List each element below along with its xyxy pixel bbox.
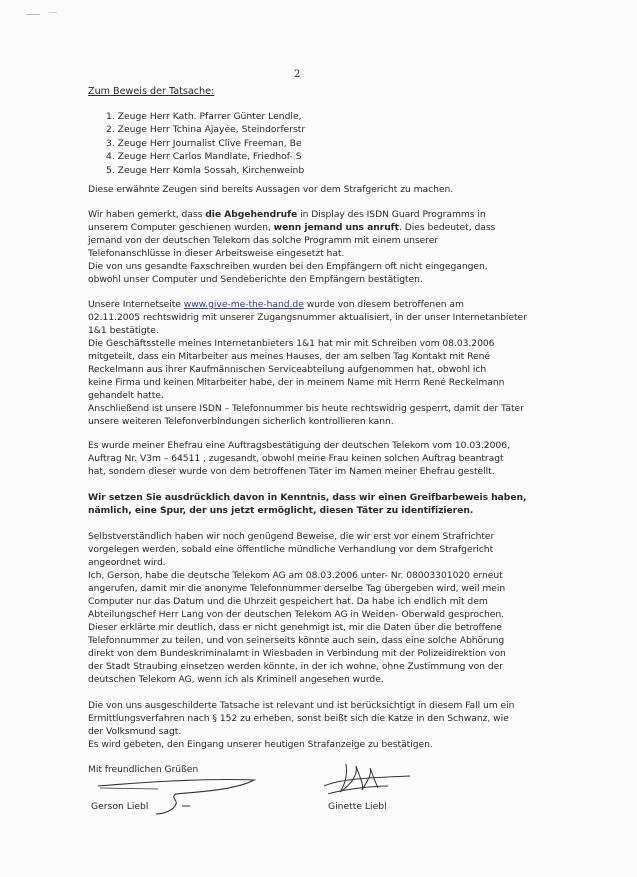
text-line: direkt von dem Bundeskriminalamt in Wiesbaden in Verbindung mit der Polizeidirektion von — [88, 648, 506, 659]
scan-artifact — [49, 12, 57, 13]
text: unserem Computer geschienen wurden, — [88, 222, 274, 233]
text-line: unsere weiteren Telefonverbindungen sicherlich kontrollieren kann. — [88, 416, 394, 427]
witness-item: 3. Zeuge Herr Journalist Clive Freeman, Be — [106, 137, 302, 149]
text-line: Selbstverständlich haben wir noch genügend Beweise, die wir erst vor einem Strafrichter — [88, 531, 495, 542]
text-line: der Stadt Straubing einsetzen werden könnte, in der ich wohne, ohne Zustimmung von der — [88, 661, 503, 672]
text-line: Ich, Gerson, habe die deutsche Telekom AG am 08.03.2006 unter- Nr. 08003301020 erneut — [88, 570, 503, 581]
witness-item: 2. Zeuge Herr Tchina Ajayée, Steindorferstr — [106, 124, 306, 136]
text-line: mitgeteilt, dass ein Mitarbeiter aus meines Hauses, der am selben Tag Kontakt mit René — [88, 351, 490, 362]
text: Unsere Internetseite — [88, 299, 184, 310]
signer-name-gerson: Gerson Liebl — [91, 801, 149, 812]
text-line: der Volksmund sagt. — [88, 726, 182, 737]
text: wurde von diesem betroffenen am — [303, 299, 464, 310]
text-line: vorgelegen werden, sobald eine öffentliche mündliche Verhandlung vor dem Strafgericht — [88, 544, 494, 555]
signature-gerson — [86, 770, 266, 820]
closing-greeting: Mit freundlichen Grüßen — [88, 764, 199, 775]
witness-item: 5. Zeuge Herr Komla Sossah, Kirchenweinb — [106, 164, 305, 176]
text-line: 1&1 bestätigte. — [88, 325, 159, 336]
website-link[interactable]: www.give-me-the-hand.de — [183, 299, 304, 310]
text-line: Reckelmann aus ihrer Kaufmännischen Serviceabteilung aufgenommen hat, obwohl ich — [88, 364, 487, 375]
text-line: gehandelt hatte. — [88, 390, 164, 401]
text-line: 02.11.2005 rechtswidrig mit unserer Zugangsnummer aktualisiert, in der unser Internetanbieter — [88, 312, 527, 323]
witness-item: 4. Zeuge Herr Carlos Mandlate, Friedhof- S — [106, 151, 302, 163]
paragraph-witness-note: Diese erwähnte Zeugen sind bereits Aussagen vor dem Strafgericht zu machen. — [88, 184, 454, 195]
text-line: Abteilungschef Herr Lang von der deutschen Telekom AG in Weiden- Oberwald gesprochen. — [88, 609, 504, 620]
text: in Display des ISDN Guard Programms in — [297, 209, 486, 220]
text-line: deutschen Telekom AG, wenn ich als Kriminell angesehen wurde. — [88, 674, 384, 685]
text-line: Es wurde meiner Ehefrau eine Auftragsbestätigung der deutschen Telekom vom 10.03.2006, — [88, 440, 510, 451]
page-number: 2 — [294, 69, 301, 80]
signer-name-ginette: Ginette Liebl — [328, 801, 387, 812]
text-line: Dieser erklärte mir deutlich, dass er nicht genehmigt ist, mir die Daten über die betroffene — [88, 622, 502, 633]
section-heading: Zum Beweis der Tatsache: — [88, 86, 215, 97]
text-line: Es wird gebeten, den Eingang unserer heutigen Strafanzeige zu bestätigen. — [88, 739, 433, 750]
emphasis: wenn jemand uns anruft — [273, 222, 399, 233]
text-line: angerufen, damit mir die anonyme Telefonnummer derselbe Tag übergeben wird, weil mein — [88, 583, 506, 594]
text: . Dies bedeutet, dass — [398, 222, 496, 233]
emphasis: die Abgehendrufe — [205, 209, 298, 220]
text-line: Ermittlungsverfahren nach § 152 zu erheben, sonst beißt sich die Katze in den Schwanz, wie — [88, 713, 509, 724]
text-line: hat, sondern dieser wurde von dem betroffenen Täter im Namen meiner Ehefrau gestellt. — [88, 466, 495, 477]
text-line: Die Geschäftsstelle meines Internetanbieters 1&1 hat mir mit Schreiben vom 08.03.2006 — [88, 338, 495, 349]
text-line: Telefonanschlüsse in dieser Arbeitsweise eingesetzt hat. — [88, 248, 345, 259]
text-line: Wir setzen Sie ausdrücklich davon in Kenntnis, dass wir einen Greifbarbeweis haben, — [88, 492, 527, 503]
text-line: nämlich, eine Spur, der uns jetzt ermöglicht, diesen Täter zu identifizieren. — [88, 505, 474, 516]
text-line: Anschließend ist unsere ISDN – Telefonnummer bis heute rechtswidrig gesperrt, damit der Täter — [88, 403, 524, 414]
text-line: obwohl unser Computer und Sendeberichte den Empfängern bestätigten. — [88, 274, 423, 285]
text-line: jemand von der deutschen Telekom das solche Programm mit einem unserer — [88, 235, 439, 246]
text-line: keine Firma und keinen Mitarbeiter habe, der in meinem Name mit Herrn René Reckelmann — [88, 377, 505, 388]
text: Wir haben gemerkt, dass — [88, 209, 206, 220]
text-line: Die von uns ausgeschilderte Tatsache ist relevant und ist berücksichtigt in diesem Fall um ein — [88, 700, 515, 711]
text-line: Die von uns gesandte Faxschreiben wurden bei den Empfängern oft nicht eingegangen, — [88, 261, 488, 272]
scan-artifact — [26, 14, 40, 15]
text-line: Telefonnummer zu teilen, und von seinerseits könnte auch sein, dass eine solche Abhörung — [88, 635, 505, 646]
text-line: Computer nur das Datum und die Uhrzeit gespeichert hat. Da habe ich endlich mit dem — [88, 596, 488, 607]
witness-list — [106, 110, 322, 177]
text-line: Auftrag Nr. V3m – 64511 , zugesandt, obwohl meine Frau keinen solchen Auftrag beantragt — [88, 453, 504, 464]
text-line: angeordnet wird. — [88, 557, 166, 568]
signature-ginette — [318, 756, 418, 800]
witness-item: 1. Zeuge Herr Kath. Pfarrer Günter Lendle, — [106, 111, 302, 122]
